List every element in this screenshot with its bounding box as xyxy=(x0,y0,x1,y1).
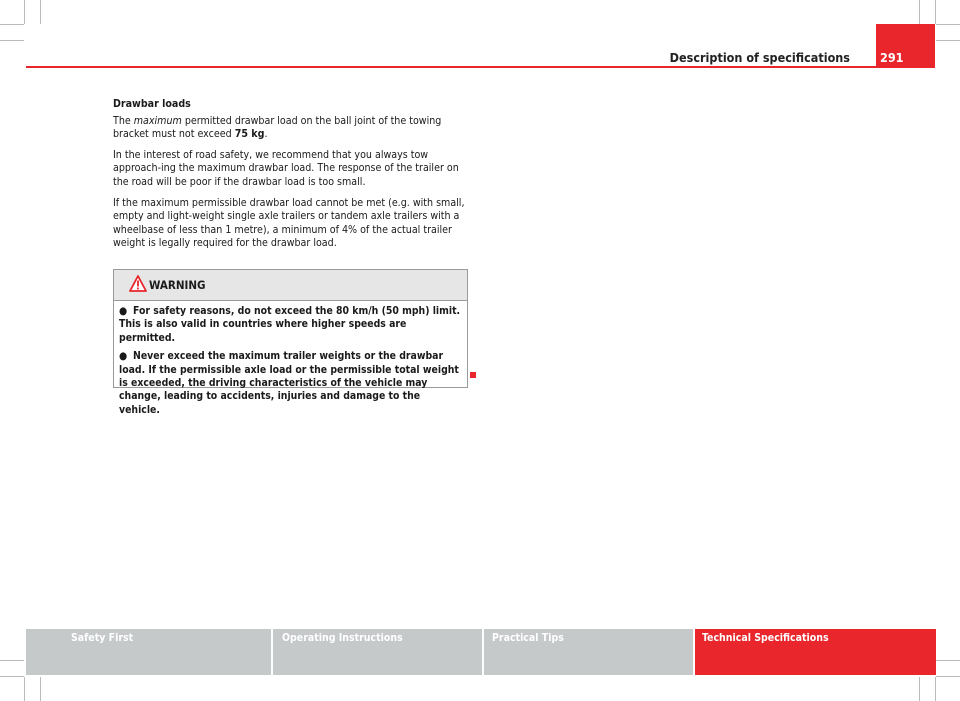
tab-operating-instructions[interactable] xyxy=(273,629,482,675)
section-title: Description of specifications xyxy=(669,50,850,65)
crop-mark xyxy=(919,0,920,24)
end-of-section-icon xyxy=(470,372,476,378)
tab-safety-first[interactable] xyxy=(26,629,271,675)
text-run: The xyxy=(113,114,134,127)
warning-title: WARNING xyxy=(149,278,206,292)
tab-technical-specifications[interactable] xyxy=(695,629,936,675)
crop-mark xyxy=(936,660,960,661)
warning-box xyxy=(113,269,468,416)
main-content xyxy=(113,98,471,258)
crop-mark xyxy=(0,676,24,677)
warning-item-text: Never exceed the maximum trailer weights or the drawbar load. If the permissible axle load or the permissible total weight is exceeded, the driving characteristics of the vehicle may change, leading to accidents, injuries and damage to the vehicle. xyxy=(119,350,459,416)
warning-triangle-icon xyxy=(129,275,147,296)
crop-mark xyxy=(935,0,936,24)
paragraph-road-safety: In the interest of road safety, we recommend that you always tow approach-ing the maximum drawbar load. The response of the trailer on the road will be poor if the drawbar load is too small. xyxy=(113,148,459,188)
tab-label: Operating Instructions xyxy=(282,632,403,644)
paragraph-max-drawbar xyxy=(113,115,471,142)
crop-mark xyxy=(0,660,24,661)
bullet-icon: ● xyxy=(119,350,128,363)
bold-value: 75 kg xyxy=(234,128,265,141)
crop-mark xyxy=(0,24,24,25)
crop-mark xyxy=(0,40,24,41)
page-number: 291 xyxy=(880,50,904,65)
text-run: permitted drawbar load on the ball joint of the towing bracket must not exceed xyxy=(113,114,442,141)
paragraph-minimum-load: If the maximum permissible drawbar load cannot be met (e.g. with small, empty and light-weight single axle trailers or tandem axle trailers with a wheelbase of less than 1 metre), a minimum of 4% of the actual trailer weight is legally required for the drawbar load. xyxy=(113,196,465,250)
header-rule xyxy=(26,66,876,68)
crop-mark xyxy=(24,0,25,24)
crop-mark xyxy=(935,677,936,701)
crop-mark xyxy=(40,0,41,24)
emphasis-text: maximum xyxy=(133,114,182,127)
crop-mark xyxy=(936,40,960,41)
tab-label: Practical Tips xyxy=(492,632,564,644)
crop-mark xyxy=(936,676,960,677)
bullet-icon: ● xyxy=(119,305,128,317)
crop-mark xyxy=(936,24,960,25)
warning-item xyxy=(119,305,461,345)
warning-item-text: For safety reasons, do not exceed the 80 km/h (50 mph) limit. This is also valid in countries where higher speeds are permitted. xyxy=(119,305,461,344)
footer-nav xyxy=(26,629,936,675)
text-run: . xyxy=(264,128,268,141)
crop-mark xyxy=(919,677,920,701)
crop-mark xyxy=(24,677,25,701)
tab-label: Safety First xyxy=(71,632,134,644)
tab-practical-tips[interactable] xyxy=(484,629,693,675)
warning-header xyxy=(114,270,467,301)
crop-mark xyxy=(40,677,41,701)
section-heading: Drawbar loads xyxy=(113,98,191,110)
tab-label: Technical Specifications xyxy=(702,632,829,644)
warning-body xyxy=(114,301,467,417)
warning-item xyxy=(119,350,461,417)
